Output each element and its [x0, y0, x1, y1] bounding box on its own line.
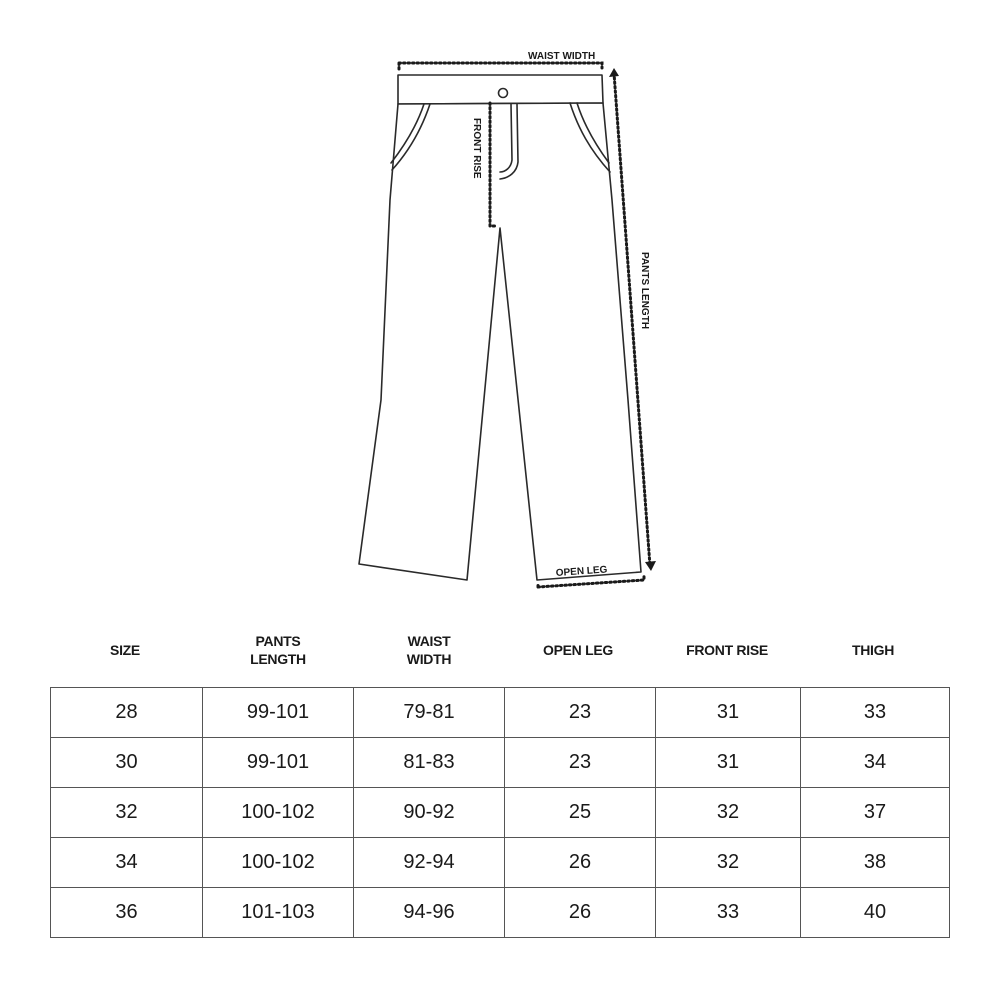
cell-waist-width: 94-96	[354, 888, 505, 938]
header-thigh: THIGH	[851, 642, 895, 658]
header-pants-length: PANTS LENGTH	[250, 633, 306, 667]
cell-front-rise: 31	[656, 738, 801, 788]
cell-pants-length: 99-101	[203, 688, 354, 738]
header-front-rise: FRONT RISE	[686, 642, 768, 658]
cell-front-rise: 33	[656, 888, 801, 938]
cell-pants-length: 100-102	[203, 788, 354, 838]
cell-front-rise: 32	[656, 788, 801, 838]
open-leg-label: OPEN LEG	[555, 564, 608, 579]
cell-pants-length: 101-103	[203, 888, 354, 938]
table-row	[51, 838, 950, 888]
cell-size: 28	[51, 688, 203, 738]
header-waist-width: WAIST WIDTH	[406, 633, 452, 667]
pants-outline	[359, 103, 641, 580]
cell-thigh: 37	[801, 788, 950, 838]
table-row	[51, 688, 950, 738]
cell-size: 34	[51, 838, 203, 888]
cell-thigh: 40	[801, 888, 950, 938]
cell-waist-width: 79-81	[354, 688, 505, 738]
cell-open-leg: 23	[505, 688, 656, 738]
table-row	[51, 888, 950, 938]
cell-thigh: 33	[801, 688, 950, 738]
table-row	[51, 788, 950, 838]
cell-waist-width: 92-94	[354, 838, 505, 888]
cell-open-leg: 23	[505, 738, 656, 788]
cell-thigh: 34	[801, 738, 950, 788]
cell-size: 36	[51, 888, 203, 938]
cell-size: 32	[51, 788, 203, 838]
cell-front-rise: 32	[656, 838, 801, 888]
front-rise-label: FRONT RISE	[471, 118, 482, 179]
waist-width-label: WAIST WIDTH	[528, 51, 596, 62]
cell-waist-width: 90-92	[354, 788, 505, 838]
table-header	[50, 615, 948, 685]
cell-pants-length: 99-101	[203, 738, 354, 788]
cell-open-leg: 26	[505, 838, 656, 888]
cell-front-rise: 31	[656, 688, 801, 738]
size-chart-table	[50, 687, 950, 938]
header-open-leg: OPEN LEG	[543, 642, 613, 658]
cell-size: 30	[51, 738, 203, 788]
arrow-up-icon	[609, 68, 619, 77]
cell-open-leg: 25	[505, 788, 656, 838]
waist-width-line	[399, 63, 602, 70]
cell-pants-length: 100-102	[203, 838, 354, 888]
pants-length-label: PANTS LENGTH	[639, 252, 650, 330]
cell-waist-width: 81-83	[354, 738, 505, 788]
arrow-down-icon	[645, 561, 656, 571]
pants-illustration	[359, 75, 641, 580]
cell-thigh: 38	[801, 838, 950, 888]
cell-open-leg: 26	[505, 888, 656, 938]
header-size: SIZE	[110, 642, 140, 658]
table-row	[51, 738, 950, 788]
